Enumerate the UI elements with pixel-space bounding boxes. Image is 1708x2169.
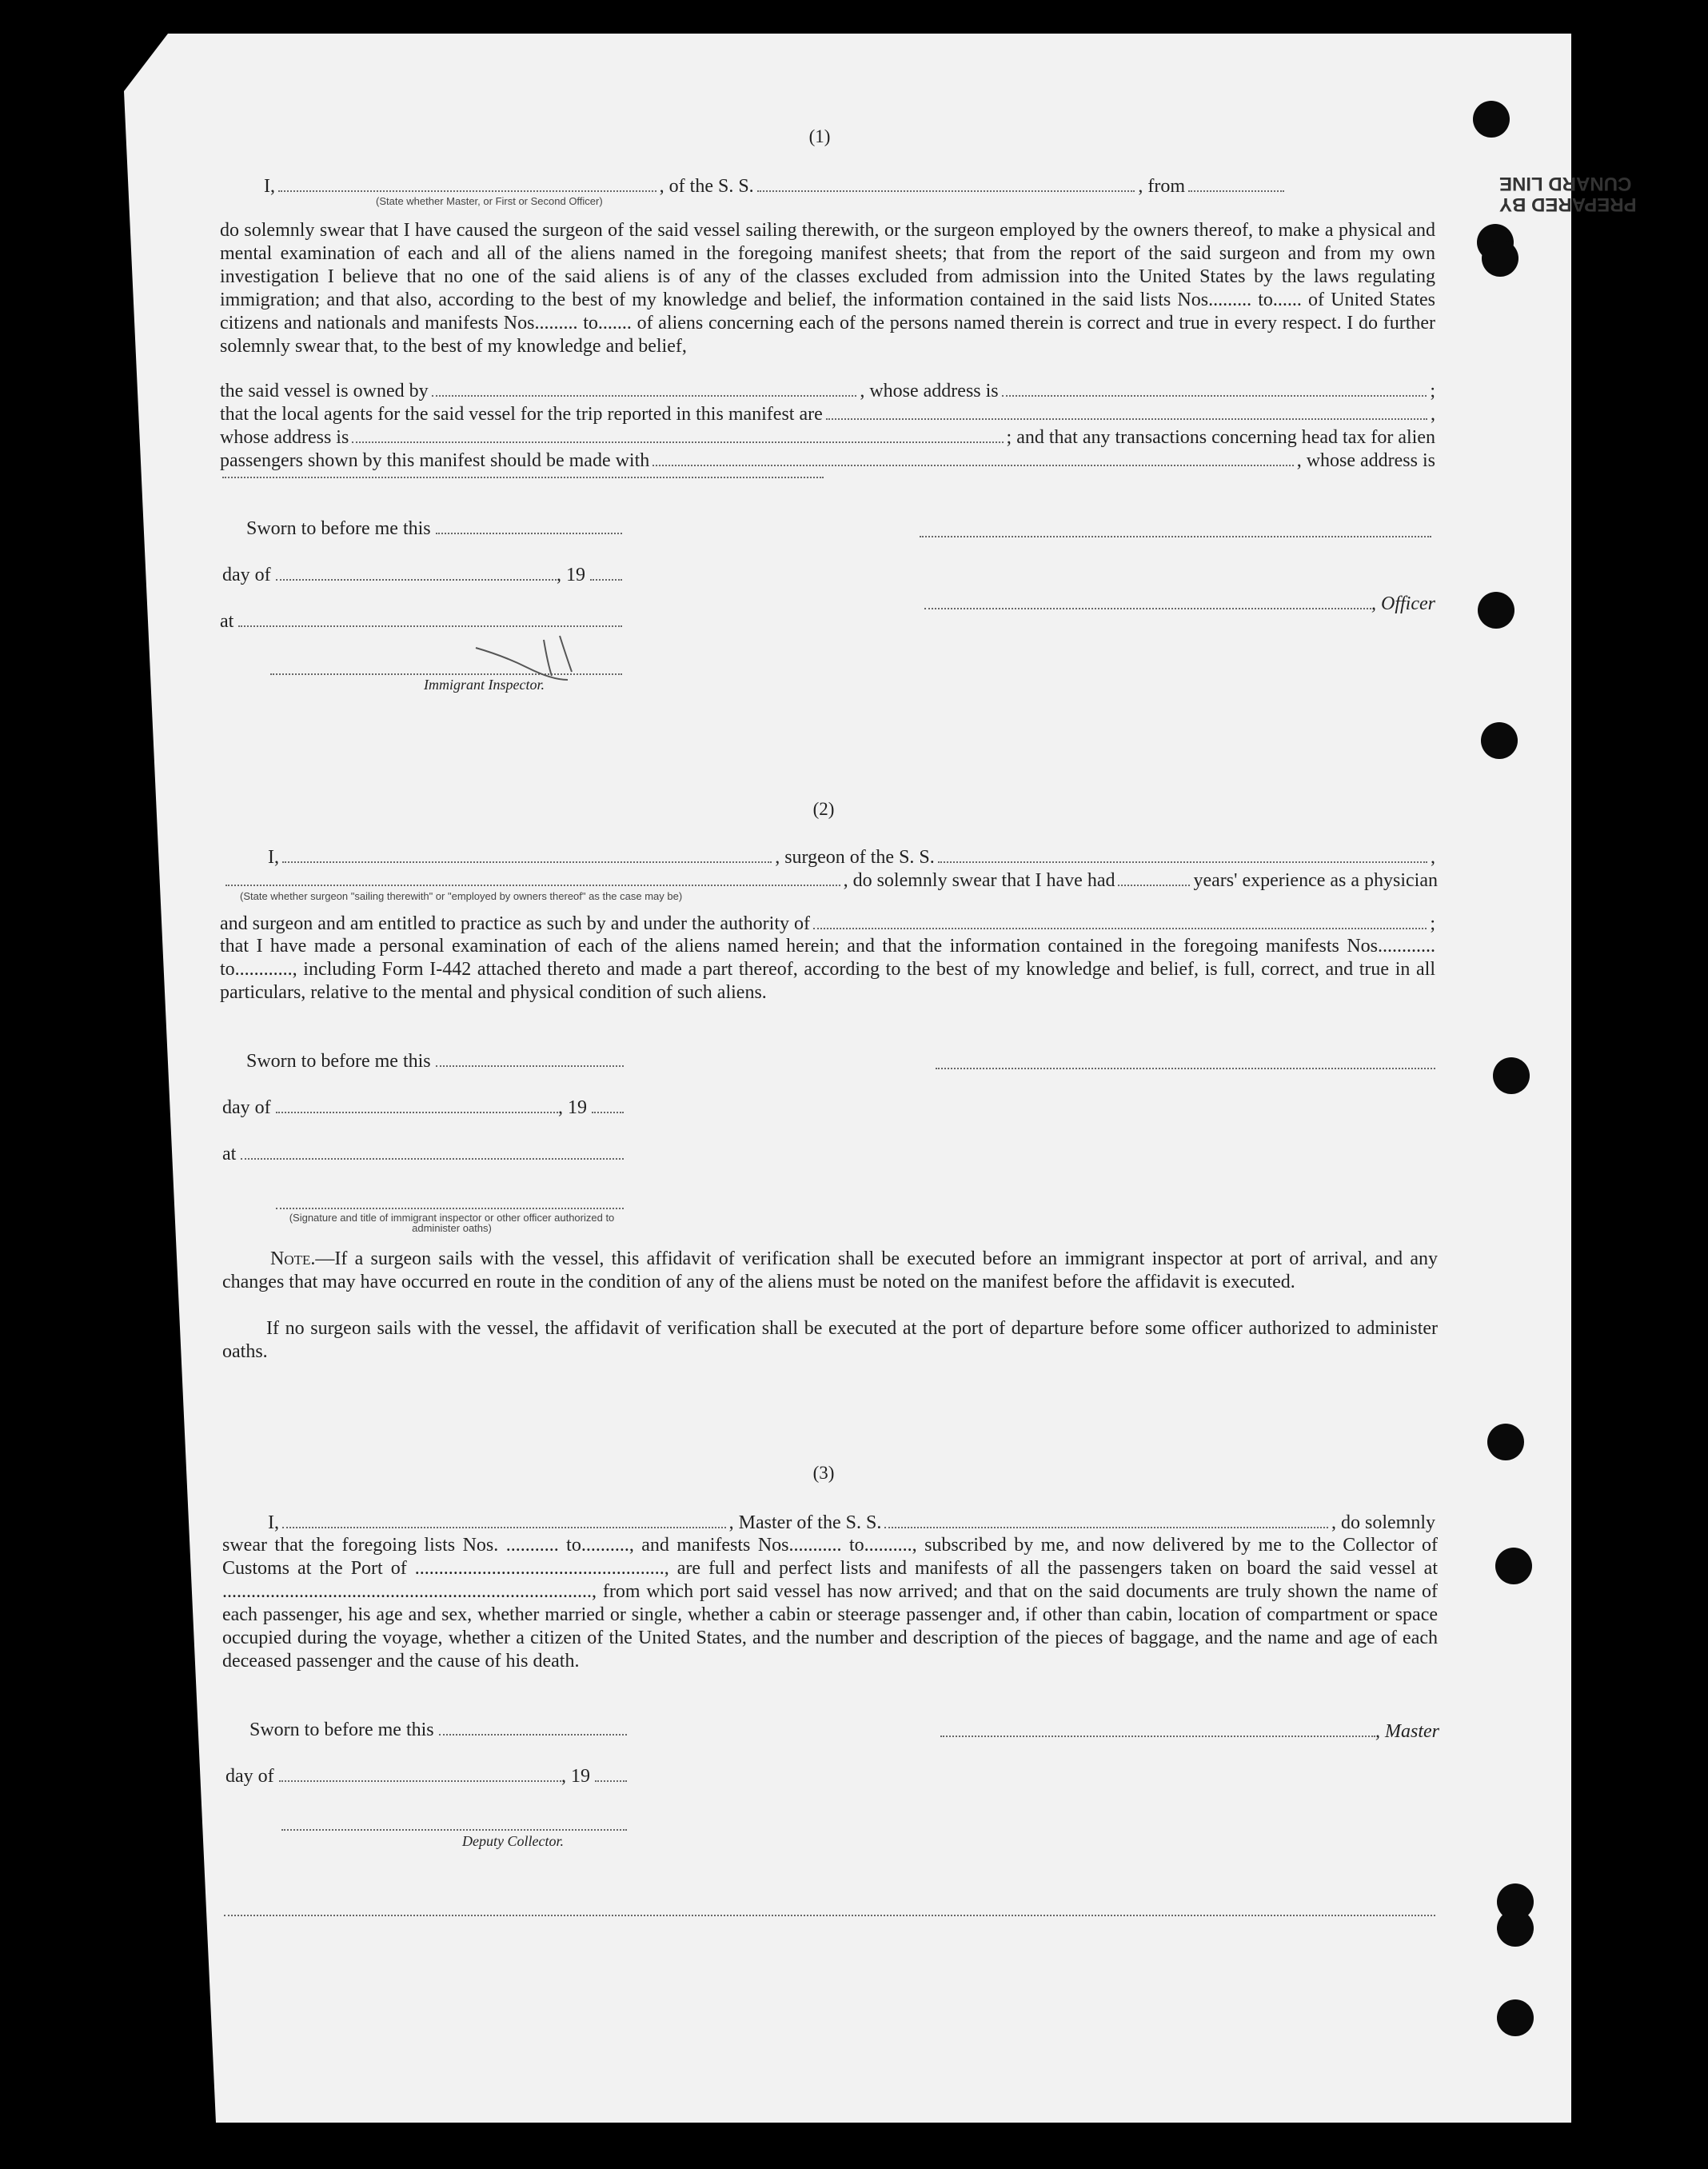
- section-2-line-3: and surgeon and am entitled to practice as such by and under the authority of ;: [220, 913, 1435, 934]
- punch-hole: [1478, 592, 1514, 629]
- place-field-2[interactable]: [241, 1142, 624, 1160]
- owner-field[interactable]: [432, 379, 857, 397]
- master-signature-field[interactable]: [940, 1720, 1375, 1737]
- sworn-date-field-2[interactable]: [436, 1049, 624, 1067]
- surgeon-status-field[interactable]: [225, 869, 840, 886]
- officer-name-field[interactable]: [278, 174, 656, 192]
- master-signature-line: , Master: [936, 1720, 1439, 1743]
- head-tax-address-field[interactable]: [222, 477, 824, 478]
- punch-hole: [1482, 240, 1518, 277]
- officer-rank-note: (State whether Master, or First or Second Officer): [376, 195, 603, 207]
- officer-signature-top[interactable]: [920, 536, 1431, 537]
- at-line-2: at: [222, 1142, 624, 1165]
- punch-hole: [1495, 1548, 1532, 1584]
- agents-address-line: whose address is ; and that any transactions concerning head tax for alien: [220, 427, 1435, 448]
- authority-field[interactable]: [813, 912, 1427, 929]
- section-3-body: swear that the foregoing lists Nos. ........... to.........., and manifests Nos........... to.........., subscribed by me, and now delivered by me to the Collector of Customs at the Port of ...................................................., are full and perfect lists and manifests of all the passengers taken on board the said vessel at ............................................................................., from which port said vessel has now arrived; and that on the said documents are truly shown the name of each passenger, his age and sex, whether married or single, whether a cabin or steerage passenger and, if other than cabin, location of compartment or space occupied during the voyage, whether a citizen of the United States, and the number and description of the pieces of baggage, and the name and age of each deceased passenger and the cause of his death.: [222, 1535, 1438, 1672]
- section-2-note: Note.—If a surgeon sails with the vessel, this affidavit of verification shall be executed before an immigrant inspector at port of arrival, and any changes that may have occurred en route in the condition of any of the aliens must be noted on the manifest before the affidavit is executed.: [222, 1248, 1438, 1292]
- year-field[interactable]: [590, 563, 622, 581]
- departure-port-field[interactable]: [1188, 174, 1284, 192]
- signature-title-note: (Signature and title of immigrant inspector or other officer authorized to administer oaths): [289, 1212, 615, 1234]
- surgeon-signature-field[interactable]: [936, 1068, 1435, 1069]
- owner-line: the said vessel is owned by , whose address is ;: [220, 381, 1436, 401]
- sworn-line-2: Sworn to before me this: [246, 1049, 624, 1073]
- inspector-label: Immigrant Inspector.: [424, 677, 545, 693]
- head-tax-agent-field[interactable]: [652, 449, 1293, 466]
- section-2-note-2: If no surgeon sails with the vessel, the affidavit of verification shall be executed at the port of departure before some officer authorized to administer oaths.: [222, 1318, 1438, 1362]
- owner-address-field[interactable]: [1002, 379, 1427, 397]
- deputy-signature-field[interactable]: [281, 1829, 627, 1831]
- surgeon-name-field[interactable]: [282, 845, 772, 863]
- punch-hole: [1487, 1424, 1524, 1460]
- at-line-1: at: [220, 609, 622, 633]
- sworn-line-3: Sworn to before me this: [249, 1718, 627, 1741]
- month-field[interactable]: [276, 563, 557, 581]
- master-name-field[interactable]: [282, 1511, 726, 1528]
- day-of-line-1: day of , 19: [222, 563, 622, 586]
- section-1-number: (1): [808, 126, 831, 146]
- years-experience-field[interactable]: [1118, 869, 1190, 886]
- sworn-line-1: Sworn to before me this: [246, 517, 622, 540]
- bottom-rule: [224, 1915, 1435, 1916]
- year-field-3[interactable]: [595, 1764, 627, 1782]
- punch-hole: [1481, 722, 1518, 759]
- surgeon-status-note: (State whether surgeon "sailing therewith" or "employed by owners thereof" as the case may be): [240, 890, 683, 902]
- signature-scribble: [472, 632, 600, 688]
- day-of-line-2: day of , 19: [222, 1096, 624, 1119]
- deputy-label: Deputy Collector.: [462, 1833, 564, 1849]
- year-field-2[interactable]: [592, 1096, 624, 1113]
- section-3-line-1: I, , Master of the S. S. , do solemnly: [268, 1512, 1435, 1533]
- section-1-body: do solemnly swear that I have caused the surgeon of the said vessel sailing therewith, or the surgeon employed by the owners thereof, to make a physical and mental examination of each and all of the aliens named in the foregoing manifest sheets; that from the report of the said surgeon and from my own investigation I believe that no one of the said aliens is of any of the classes excluded from admission into the United States by the laws regulating immigration; and that also, according to the best of my knowledge and belief, the information contained in the said lists Nos......... to...... of United States citizens and nationals and manifests Nos......... to....... of aliens concerning each of the persons named therein is correct and true in every respect. I do further solemnly swear that, to the best of my knowledge and belief,: [220, 220, 1435, 357]
- section-2-body: that I have made a personal examination of each of the aliens named herein; and that the information contained in the foregoing manifests Nos............ to............, including Form I-442 attached thereto and made a part thereof, according to the best of my knowledge and belief, is full, correct, and true in all particulars, relative to the mental and physical condition of such aliens.: [220, 936, 1435, 1003]
- surgeon-vessel-field[interactable]: [938, 845, 1427, 863]
- section-2-number: (2): [812, 799, 835, 819]
- sworn-date-field-3[interactable]: [439, 1718, 627, 1736]
- day-of-line-3: day of , 19: [225, 1764, 627, 1788]
- punch-hole: [1493, 1057, 1530, 1094]
- month-field-2[interactable]: [276, 1096, 558, 1113]
- place-field[interactable]: [238, 609, 622, 627]
- punch-hole: [1497, 1999, 1534, 2036]
- punch-hole: [1473, 101, 1510, 138]
- head-tax-line: passengers shown by this manifest should be made with , whose address is: [220, 450, 1435, 471]
- month-field-3[interactable]: [279, 1764, 561, 1782]
- punch-hole: [1497, 1910, 1534, 1947]
- section-1-line-1: I, , of the S. S. , from: [264, 174, 1287, 198]
- sworn-date-field[interactable]: [436, 517, 622, 534]
- section-2-line-1: I, , surgeon of the S. S. ,: [268, 847, 1435, 868]
- section-3-number: (3): [812, 1463, 835, 1483]
- section-2-line-2: , do solemnly swear that I have had years' experience as a physician: [222, 869, 1438, 893]
- local-agents-line: that the local agents for the said vessel for the trip reported in this manifest are ,: [220, 404, 1435, 425]
- vessel-name-field[interactable]: [757, 174, 1135, 192]
- cunard-line-stamp: PREPARED BY CUNARD LINE: [1499, 173, 1637, 215]
- local-agents-field[interactable]: [826, 402, 1427, 420]
- inspector-signature-field-2[interactable]: [276, 1208, 624, 1209]
- officer-signature-field[interactable]: [924, 592, 1371, 609]
- agents-address-field[interactable]: [352, 425, 1003, 443]
- officer-signature-line: , Officer: [920, 592, 1435, 615]
- master-vessel-field[interactable]: [884, 1511, 1328, 1528]
